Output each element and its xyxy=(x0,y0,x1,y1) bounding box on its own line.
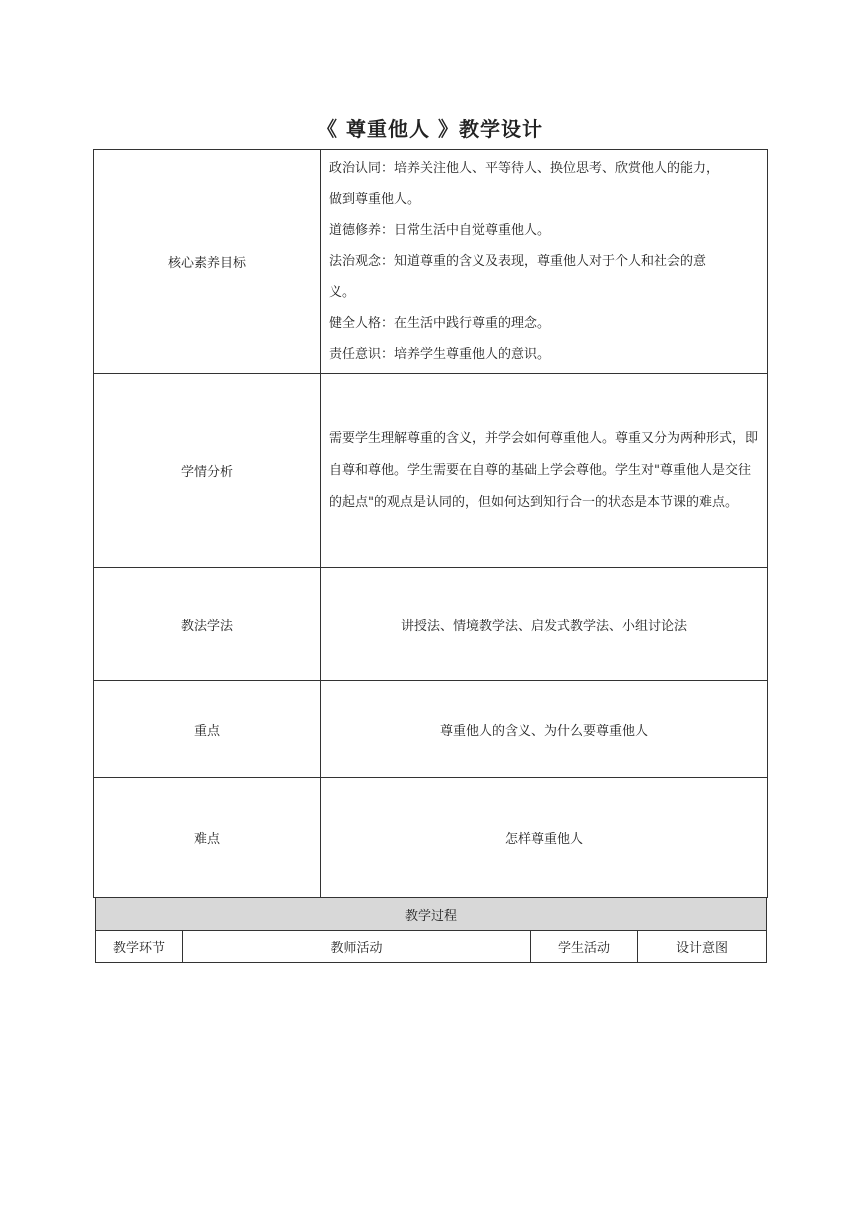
lesson-plan-table xyxy=(93,149,768,898)
learning-analysis-label: 学情分析 xyxy=(94,374,321,568)
column-header: 设计意图 xyxy=(638,931,767,963)
key-points-row xyxy=(94,681,768,778)
teaching-process-table xyxy=(95,897,767,963)
key-points-label: 重点 xyxy=(94,681,321,778)
core-goals-content xyxy=(321,150,768,374)
methods-row xyxy=(94,568,768,681)
core-goals-row xyxy=(94,150,768,374)
process-header-row xyxy=(96,898,767,931)
goal-line: 道德修养：日常生活中自觉尊重他人。 xyxy=(329,223,551,238)
key-points-text: 尊重他人的含义、为什么要尊重他人 xyxy=(321,681,768,778)
page-title: 《 尊重他人 》教学设计 xyxy=(317,117,543,141)
core-goals-label: 核心素养目标 xyxy=(94,150,321,374)
column-header: 教学环节 xyxy=(96,931,183,963)
goal-line: 法治观念：知道尊重的含义及表现，尊重他人对于个人和社会的意 xyxy=(329,254,707,269)
difficulties-text: 怎样尊重他人 xyxy=(321,778,768,898)
column-header: 学生活动 xyxy=(531,931,638,963)
goal-line: 健全人格：在生活中践行尊重的理念。 xyxy=(329,316,551,331)
column-header: 教师活动 xyxy=(183,931,531,963)
difficulties-row xyxy=(94,778,768,898)
goal-line: 责任意识：培养学生尊重他人的意识。 xyxy=(329,347,551,362)
process-columns-row xyxy=(96,931,767,963)
methods-text: 讲授法、情境教学法、启发式教学法、小组讨论法 xyxy=(321,568,768,681)
learning-analysis-text: 需要学生理解尊重的含义，并学会如何尊重他人。尊重又分为两种形式，即自尊和尊他。学生需要在自尊的基础上学会尊他。学生对"尊重他人是交往的起点"的观点是认同的，但如何达到知行合一的状态是本节课的难点。 xyxy=(329,430,759,510)
goal-line: 义。 xyxy=(329,285,356,300)
methods-label: 教法学法 xyxy=(94,568,321,681)
difficulties-label: 难点 xyxy=(94,778,321,898)
goal-line: 做到尊重他人。 xyxy=(329,192,421,207)
process-header: 教学过程 xyxy=(96,898,767,931)
goal-line: 政治认同：培养关注他人、平等待人、换位思考、欣赏他人的能力， xyxy=(329,161,720,176)
learning-analysis-row xyxy=(94,374,768,568)
